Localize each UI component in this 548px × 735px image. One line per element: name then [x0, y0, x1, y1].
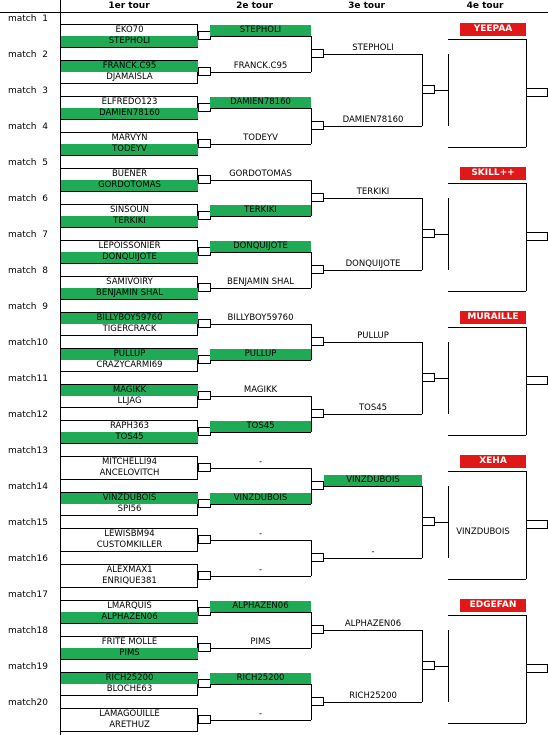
match-label	[0, 301, 60, 313]
match-label	[0, 409, 60, 421]
match-label	[0, 157, 60, 169]
round2-winner[interactable]: TOS45	[210, 421, 311, 432]
match-number: 2	[42, 50, 48, 60]
round3-player[interactable]: DONQUIJOTE	[345, 259, 401, 269]
connector-square	[422, 373, 435, 382]
match-label	[0, 265, 60, 277]
match-label	[0, 193, 60, 205]
player-winner[interactable]: BENJAMIN SHAL	[61, 288, 198, 299]
bracket-line	[435, 234, 448, 235]
match-word: match	[8, 518, 37, 528]
player[interactable]: SINSOUN	[110, 205, 149, 215]
round3-player[interactable]: TOS45	[358, 403, 388, 413]
connector-square	[311, 337, 324, 346]
round4-player[interactable]	[438, 239, 528, 250]
round2-player[interactable]: TODEYV	[243, 133, 278, 143]
header-divider	[0, 12, 548, 13]
bracket-line	[211, 612, 311, 613]
bracket-line	[211, 432, 311, 433]
round3-player[interactable]: RICH25200	[349, 691, 397, 701]
match-number: 10	[36, 338, 48, 348]
connector-square	[422, 85, 435, 94]
bracket-line	[324, 630, 422, 631]
bracket-line	[448, 327, 526, 328]
player[interactable]: LEWISBM94	[104, 529, 155, 539]
match-number: 14	[36, 482, 48, 492]
round4-player[interactable]	[438, 95, 528, 106]
connector-square	[311, 49, 324, 58]
player-winner[interactable]: PULLUP	[61, 349, 198, 360]
bracket-line	[448, 291, 526, 292]
round2-player[interactable]: FRANCK.C95	[233, 61, 288, 71]
bracket-line	[448, 147, 526, 148]
bracket-line	[435, 666, 448, 667]
match-number: 4	[42, 122, 48, 132]
match-number: 3	[42, 86, 48, 96]
bracket-line	[324, 342, 422, 343]
match-number: 15	[36, 518, 48, 528]
connector-square	[311, 265, 324, 274]
player[interactable]: CRAZYCARMI69	[96, 360, 163, 370]
match-number: 8	[42, 266, 48, 276]
match-word: match	[8, 266, 37, 276]
connector-square	[422, 661, 435, 670]
bracket-line	[211, 108, 311, 109]
player-winner[interactable]: DAMIEN78160	[61, 108, 198, 119]
bracket-line	[324, 486, 422, 487]
bracket-line	[448, 615, 526, 616]
match-word: match	[8, 446, 37, 456]
connector-square	[526, 376, 548, 385]
player[interactable]: DJAMAISLA	[106, 72, 153, 82]
player[interactable]: SPI56	[117, 504, 142, 514]
bracket-line	[324, 270, 422, 271]
connector-square	[526, 88, 548, 97]
connector-square	[526, 520, 548, 529]
bracket-line	[324, 54, 422, 55]
match-number: 11	[36, 374, 48, 384]
player[interactable]: SAMIVOIRY	[106, 277, 153, 287]
match-number: 20	[36, 698, 48, 708]
round2-player[interactable]: BILLYBOY59760	[227, 313, 294, 323]
match-number: 18	[36, 626, 48, 636]
player[interactable]: EKO70	[115, 25, 144, 35]
bracket-line	[211, 576, 311, 577]
match-number: 17	[36, 590, 48, 600]
round-header-4: 4e tour	[466, 1, 504, 11]
match-number: 12	[36, 410, 48, 420]
player[interactable]: ALEXMAX1	[106, 565, 153, 575]
match-label	[0, 553, 60, 565]
match-number: 6	[42, 194, 48, 204]
player-winner[interactable]: FRANCK.C95	[61, 61, 198, 72]
bracket-line	[448, 435, 526, 436]
player[interactable]: ARETHUZ	[109, 720, 150, 730]
round-header-3: 3e tour	[348, 1, 385, 11]
round3-player[interactable]: ALPHAZEN06	[344, 619, 402, 629]
player-winner[interactable]: MAGIKK	[61, 385, 198, 396]
round3-player[interactable]: -	[371, 547, 375, 557]
match-label	[0, 373, 60, 385]
match-label	[0, 589, 60, 601]
match-number: 13	[36, 446, 48, 456]
player-winner[interactable]: BILLYBOY59760	[61, 313, 198, 324]
bracket-line	[435, 522, 448, 523]
match-label	[0, 661, 60, 673]
round2-winner[interactable]: PULLUP	[210, 349, 311, 360]
connector-square	[526, 232, 548, 241]
group-badge: XEHA	[460, 455, 526, 468]
round3-player[interactable]: DAMIEN78160	[342, 115, 404, 125]
player[interactable]: ENRIQUE381	[102, 576, 157, 586]
connector-square	[311, 193, 324, 202]
match-number: 7	[42, 230, 48, 240]
match-word: match	[8, 230, 37, 240]
bracket-line	[324, 126, 422, 127]
match-word: match	[8, 194, 37, 204]
round2-winner[interactable]: VINZDUBOIS	[210, 493, 311, 504]
round4-player[interactable]	[438, 383, 528, 394]
bracket-line	[448, 39, 526, 40]
match-word: match	[8, 626, 37, 636]
round2-player[interactable]: -	[258, 457, 263, 467]
group-badge: SKILL++	[460, 167, 526, 180]
round2-player[interactable]: -	[258, 709, 263, 719]
match-word: match	[8, 662, 37, 672]
player-winner[interactable]: DONQUIJOTE	[61, 252, 198, 263]
player[interactable]: RAPH363	[109, 421, 150, 431]
round4-player[interactable]	[438, 671, 528, 682]
bracket-line	[211, 468, 311, 469]
bracket-line	[211, 288, 311, 289]
match-label	[0, 121, 60, 133]
bracket-line	[448, 342, 449, 414]
match-label	[0, 517, 60, 529]
match-word: match	[8, 338, 37, 348]
bracket-line	[211, 72, 311, 73]
match-label	[0, 49, 60, 61]
round2-winner[interactable]: STEPHOLI	[210, 25, 311, 36]
match-label	[0, 445, 60, 457]
match-number: 1	[42, 14, 48, 24]
match-word: match	[8, 698, 37, 708]
player[interactable]: BUENER	[111, 169, 148, 179]
round2-winner[interactable]: DONQUIJOTE	[210, 241, 311, 252]
player[interactable]: LMARQUIS	[107, 601, 152, 611]
match-word: match	[8, 554, 37, 564]
round2-player[interactable]: MAGIKK	[243, 385, 278, 395]
player-winner[interactable]: TERKIKI	[61, 216, 198, 227]
round2-player[interactable]: PIMS	[250, 637, 271, 647]
connector-square	[311, 481, 324, 490]
connector-square	[311, 697, 324, 706]
bracket-line	[324, 414, 422, 415]
player-winner[interactable]: TODEYV	[61, 144, 198, 155]
round3-player[interactable]: STEPHOLI	[352, 43, 394, 53]
match-word: match	[8, 590, 37, 600]
connector-square	[526, 664, 548, 673]
match-number: 5	[42, 158, 48, 168]
round-header-1: 1er tour	[108, 1, 150, 11]
match-word: match	[8, 158, 37, 168]
group-badge: EDGEFAN	[460, 599, 526, 612]
bracket-line	[448, 723, 526, 724]
round2-player[interactable]: -	[258, 565, 263, 575]
match-word: match	[8, 122, 37, 132]
match-word: match	[8, 410, 37, 420]
bracket-line	[211, 504, 311, 505]
bracket-line	[448, 630, 449, 702]
bracket-line	[211, 720, 311, 721]
player-winner[interactable]: GORDOTOMAS	[61, 180, 198, 191]
match-label	[0, 13, 60, 25]
match-label	[0, 625, 60, 637]
connector-square	[422, 517, 435, 526]
group-badge: MURAILLE	[460, 311, 526, 324]
bracket-line	[211, 648, 311, 649]
player[interactable]: LLJAG	[117, 396, 142, 406]
bracket-line	[324, 558, 422, 559]
connector-square	[422, 229, 435, 238]
connector-square	[311, 121, 324, 130]
bracket-line	[211, 396, 311, 397]
player-winner[interactable]: STEPHOLI	[61, 36, 198, 47]
player-winner[interactable]: ALPHAZEN06	[61, 612, 198, 623]
match-number: 9	[42, 302, 48, 312]
bracket-line	[448, 471, 526, 472]
match-number: 19	[36, 662, 48, 672]
match-label	[0, 85, 60, 97]
connector-square	[311, 553, 324, 562]
match-label	[0, 697, 60, 709]
bracket-line	[211, 360, 311, 361]
bracket-line	[435, 378, 448, 379]
player[interactable]: LEPOISSONIER	[98, 241, 161, 251]
player-winner[interactable]: PIMS	[61, 648, 198, 659]
bracket-line	[211, 216, 311, 217]
bracket-line	[211, 252, 311, 253]
bracket-line	[448, 486, 449, 558]
player[interactable]: CUSTOMKILLER	[96, 540, 163, 550]
bracket-line	[211, 684, 311, 685]
connector-square	[311, 409, 324, 418]
bracket-line	[211, 144, 311, 145]
player[interactable]: BLOCHE63	[106, 684, 153, 694]
match-word: match	[8, 374, 37, 384]
bracket-line	[324, 198, 422, 199]
connector-square	[311, 625, 324, 634]
round-header-2: 2e tour	[236, 1, 273, 11]
player[interactable]: MARVYN	[111, 133, 148, 143]
player-winner[interactable]: RICH25200	[61, 673, 198, 684]
bracket-line	[211, 540, 311, 541]
player[interactable]: ELFREDO123	[101, 97, 158, 107]
match-word: match	[8, 302, 37, 312]
player-winner[interactable]: TOS45	[61, 432, 198, 443]
round2-winner[interactable]: ALPHAZEN06	[210, 601, 311, 612]
bracket-line	[448, 579, 526, 580]
bracket-line	[211, 36, 311, 37]
match-label	[0, 481, 60, 493]
round2-player[interactable]: BENJAMIN SHAL	[227, 277, 294, 287]
round2-winner[interactable]: TERKIKI	[210, 205, 311, 216]
player[interactable]: ANCELOVITCH	[99, 468, 160, 478]
round3-player[interactable]: PULLUP	[357, 331, 389, 341]
player[interactable]: LAMAGOUILLE	[99, 709, 160, 719]
match-word: match	[8, 86, 37, 96]
group-badge: YEEPAA	[460, 23, 526, 36]
round3-player[interactable]: TERKIKI	[356, 187, 390, 197]
bracket-line	[211, 180, 311, 181]
bracket-line	[448, 54, 449, 126]
bracket-line	[435, 90, 448, 91]
player[interactable]: FRITE MOLLE	[101, 637, 158, 647]
player-winner[interactable]: VINZDUBOIS	[61, 493, 198, 504]
match-word: match	[8, 14, 37, 24]
bracket-line	[324, 702, 422, 703]
round2-player[interactable]: -	[258, 529, 263, 539]
match-number: 16	[36, 554, 48, 564]
match-label	[0, 337, 60, 349]
round3-winner[interactable]: VINZDUBOIS	[324, 475, 422, 486]
player[interactable]: TIGERCRACK	[102, 324, 157, 334]
round4-player[interactable]: VINZDUBOIS	[456, 527, 510, 537]
match-label	[0, 229, 60, 241]
match-word: match	[8, 482, 37, 492]
match-word: match	[8, 50, 37, 60]
round2-player[interactable]: GORDOTOMAS	[229, 169, 292, 179]
bracket-line	[448, 183, 526, 184]
round2-winner[interactable]: DAMIEN78160	[210, 97, 311, 108]
player[interactable]: MITCHELLI94	[101, 457, 158, 467]
round2-winner[interactable]: RICH25200	[210, 673, 311, 684]
bracket-line	[211, 324, 311, 325]
bracket-line	[448, 198, 449, 270]
